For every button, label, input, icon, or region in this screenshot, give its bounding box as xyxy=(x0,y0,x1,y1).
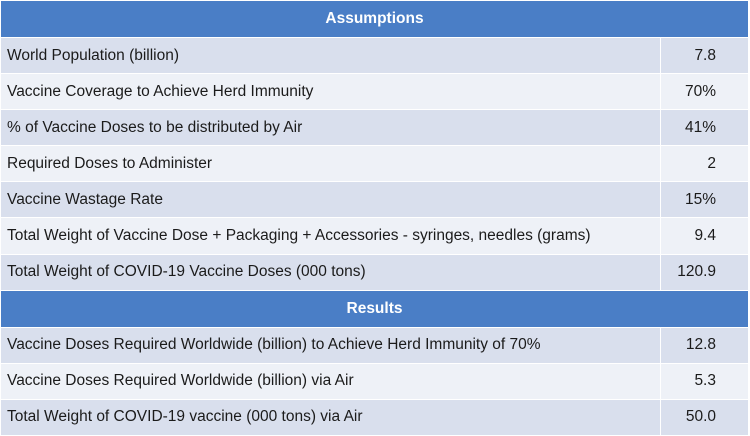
row-value: 15% xyxy=(661,182,749,218)
table-row xyxy=(1,182,749,218)
row-value: 41% xyxy=(661,110,749,146)
row-label: % of Vaccine Doses to be distributed by Air xyxy=(1,110,661,146)
row-value: 120.9 xyxy=(661,254,749,290)
row-value: 5.3 xyxy=(661,363,749,399)
row-value: 70% xyxy=(661,74,749,110)
row-label: Total Weight of Vaccine Dose + Packaging + Accessories - syringes, needles (grams) xyxy=(1,218,661,254)
table-row xyxy=(1,327,749,363)
row-label: Vaccine Doses Required Worldwide (billion) via Air xyxy=(1,363,661,399)
row-label: Total Weight of COVID-19 vaccine (000 tons) via Air xyxy=(1,399,661,435)
row-value: 9.4 xyxy=(661,218,749,254)
table-row xyxy=(1,110,749,146)
row-value: 2 xyxy=(661,146,749,182)
assumptions-header: Assumptions xyxy=(1,1,749,38)
table-row xyxy=(1,38,749,74)
row-label: World Population (billion) xyxy=(1,38,661,74)
assumptions-header-row xyxy=(1,1,749,38)
table-row xyxy=(1,363,749,399)
table-row xyxy=(1,146,749,182)
table-row xyxy=(1,74,749,110)
row-label: Required Doses to Administer xyxy=(1,146,661,182)
row-label: Vaccine Doses Required Worldwide (billion) to Achieve Herd Immunity of 70% xyxy=(1,327,661,363)
table-row xyxy=(1,254,749,290)
row-value: 50.0 xyxy=(661,399,749,435)
results-header: Results xyxy=(1,290,749,327)
row-label: Vaccine Wastage Rate xyxy=(1,182,661,218)
table-row xyxy=(1,399,749,435)
row-label: Total Weight of COVID-19 Vaccine Doses (000 tons) xyxy=(1,254,661,290)
results-header-row xyxy=(1,290,749,327)
table-row xyxy=(1,218,749,254)
row-label: Vaccine Coverage to Achieve Herd Immunity xyxy=(1,74,661,110)
row-value: 7.8 xyxy=(661,38,749,74)
row-value: 12.8 xyxy=(661,327,749,363)
